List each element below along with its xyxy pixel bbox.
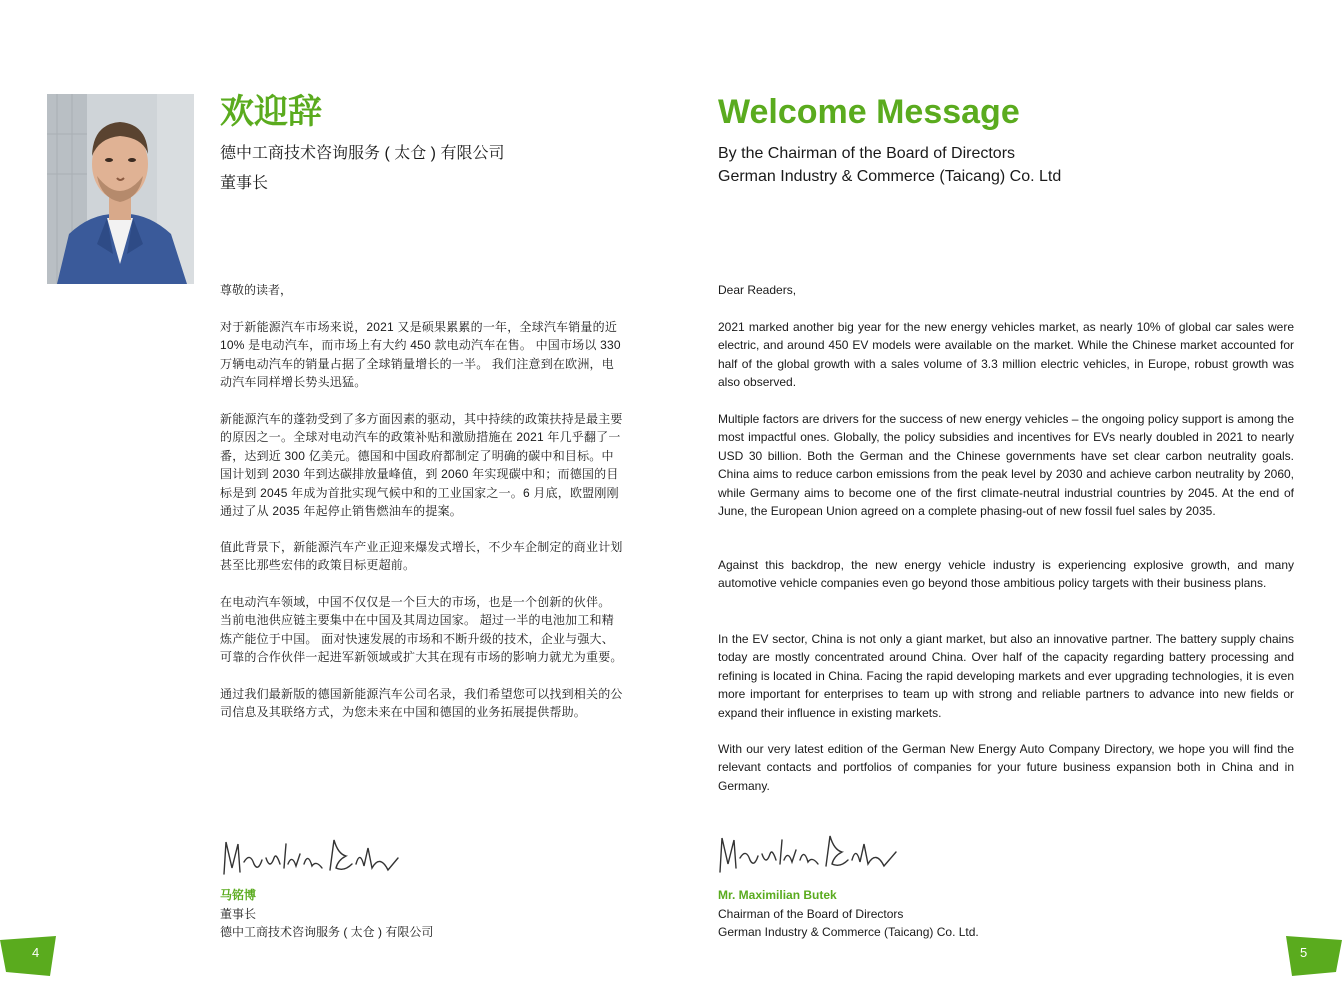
english-paragraph-1: 2021 marked another big year for the new energy vehicles market, as nearly 10% of global car sales were electric, and around 450 EV models were available on the market. While the Chinese market accounted for half of the global growth with a sales volume of 3.3 million electric vehicles, in Europe, robust growth was also observed. xyxy=(718,320,1294,390)
chinese-salutation: 尊敬的读者， xyxy=(220,283,293,297)
chinese-paragraph-5: 通过我们最新版的德国新能源汽车公司名录，我们希望您可以找到相关的公司信息及其联络方式，为您未来在中国和德国的业务拓展提供帮助。 xyxy=(220,687,623,720)
english-paragraph-2: Multiple factors are drivers for the success of new energy vehicles – the ongoing policy support is among the most impactful ones. Globally, the policy subsidies and incentives for EVs nearly doubled in 2021 to nearly USD 30 billion. Both the German and the Chinese governments have set clear carbon neutrality goals. China aims to reduce carbon emissions from the peak level by 2030 and achieve carbon neutrality by 2060, while Germany aims to become one of the first climate-neutral industrial countries by 2045. At the end of June, the European Union agreed on a complete phasing-out of new fossil fuel sales by 2035. xyxy=(718,412,1294,519)
page-number-tab-left xyxy=(0,936,56,976)
page-number-right: 5 xyxy=(1300,945,1308,960)
page-number-tab-right xyxy=(1286,936,1342,976)
english-paragraph-4: In the EV sector, China is not only a giant market, but also an innovative partner. The battery supply chains today are mostly concentrated around China. Over half of the capacity regarding battery processing and refining is located in China. Facing the rapid developing markets and ever upgrading technologies, it is even more important for enterprises to team up with strong and reliable partners to advance into new fields or expand their influence in existing markets. xyxy=(718,632,1294,720)
chinese-role: 董事长 xyxy=(220,175,269,192)
english-signer-role: Chairman of the Board of Directors xyxy=(718,907,904,921)
page-number-left: 4 xyxy=(32,945,40,960)
chinese-paragraph-1: 对于新能源汽车市场来说，2021 又是硕果累累的一年，全球汽车销量的近 10% 是电动汽车，而市场上有大约 450 款电动汽车在售。 中国市场以 330 万辆电动汽车的销量占据了全球销量增长的一半。 我们注意到在欧洲，电动汽车同样增长势头迅猛。 xyxy=(220,320,621,390)
english-signer-company: German Industry & Commerce (Taicang) Co. Ltd. xyxy=(718,925,979,939)
chinese-paragraph-4: 在电动汽车领域，中国不仅仅是一个巨大的市场，也是一个创新的伙伴。 当前电池供应链主要集中在中国及其周边国家。 超过一半的电池加工和精炼产能位于中国。 面对快速发展的市场和不断升级的技术，企业与强大、可靠的合作伙伴一起进军新领域或扩大其在现有市场的影响力就尤为重要。 xyxy=(220,595,623,665)
chinese-signer-company: 德中工商技术咨询服务 ( 太仓 ) 有限公司 xyxy=(220,925,434,939)
signature-image-left xyxy=(218,834,408,886)
chinese-signer-role: 董事长 xyxy=(220,907,257,921)
english-subtitle-line-2: German Industry & Commerce (Taicang) Co. Ltd xyxy=(718,168,1062,185)
english-paragraph-5: With our very latest edition of the German New Energy Auto Company Directory, we hope you will find the relevant contacts and portfolios of companies for your future business expansion both in China and in Germany. xyxy=(718,742,1294,793)
english-subtitle-line-1: By the Chairman of the Board of Directors xyxy=(718,145,1016,162)
chinese-paragraph-2: 新能源汽车的蓬勃受到了多方面因素的驱动，其中持续的政策扶持是最主要的原因之一。全球对电动汽车的政策补贴和激励措施在 2021 年几乎翻了一番，达到近 300 亿美元。德国和中国政府都制定了明确的碳中和目标。中国计划到 2030 年到达碳排放量峰值，到 2060 年实现碳中和；而德国的目标是到 2045 年成为首批实现气候中和的工业国家之一。6 月底，欧盟刚刚通过了从 2035 年起停止销售燃油车的提案。 xyxy=(220,412,623,519)
english-paragraph-3: Against this backdrop, the new energy vehicle industry is experiencing explosive growth, and many automotive vehicle companies even go beyond those ambitious policy targets with their business plans. xyxy=(718,558,1294,591)
english-signer-name: Mr. Maximilian Butek xyxy=(718,888,837,902)
chinese-signer-name: 马铭博 xyxy=(220,888,257,902)
chinese-paragraph-3: 值此背景下，新能源汽车产业正迎来爆发式增长，不少车企制定的商业计划甚至比那些宏伟的政策目标更超前。 xyxy=(220,540,623,573)
chinese-company-name: 德中工商技术咨询服务 ( 太仓 ) 有限公司 xyxy=(220,145,505,162)
chairman-portrait-photo xyxy=(47,94,194,284)
chinese-title: 欢迎辞 xyxy=(220,93,322,131)
english-salutation: Dear Readers, xyxy=(718,283,797,297)
signature-image-right xyxy=(714,830,909,884)
english-title: Welcome Message xyxy=(718,93,1020,131)
